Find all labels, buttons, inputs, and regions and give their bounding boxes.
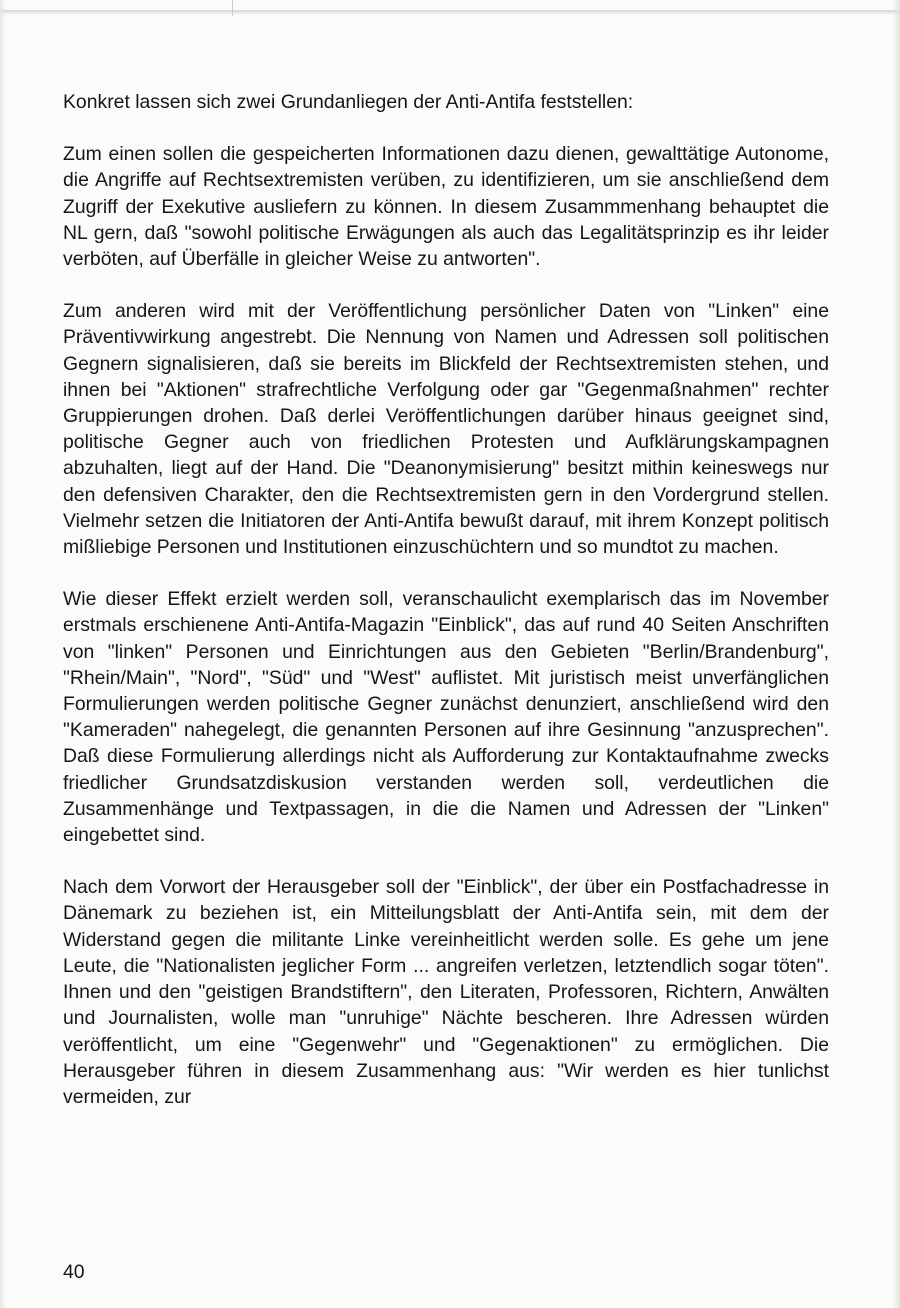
paragraph-3: Wie dieser Effekt erzielt werden soll, veranschaulicht exemplarisch das im November erstmals erschienene Anti-Antifa-Magazin "Einblick", das auf rund 40 Seiten Anschriften von "linken" Personen und Einrichtungen aus den Gebieten "Berlin/Brandenburg", "Rhein/Main", "Nord", "Süd" und "West" auflistet. Mit juristisch meist unverfänglichen Formulierungen werden politische Gegner zunächst denunziert, anschließend wird den "Kameraden" nahegelegt, die genannten Personen auf ihre Gesinnung "anzusprechen". Daß diese Formulierung allerdings nicht als Aufforderung zur Kontaktaufnahme zwecks friedlicher Grundsatzdiskusion verstanden werden soll, verdeutlichen die Zusammenhänge und Textpassagen, in die die Namen und Adressen der "Linken" eingebettet sind. <box>63 588 829 847</box>
scan-top-edge <box>0 10 900 15</box>
scan-right-edge <box>892 0 900 1308</box>
scan-left-edge <box>0 0 6 1308</box>
body-text <box>63 89 829 1136</box>
paragraph-4: Nach dem Vorwort der Herausgeber soll der "Einblick", der über ein Postfachadresse in Dänemark zu beziehen ist, ein Mitteilungsblatt der Anti-Antifa sein, mit dem der Widerstand gegen die militante Linke vereinheitlicht werden solle. Es gehe um jene Leute, die "Nationalisten jeglicher Form ... angreifen verletzen, letztendlich sogar töten". Ihnen und den "geistigen Brandstiftern", den Literaten, Professoren, Richtern, Anwälten und Journalisten, wolle man "unruhige" Nächte bescheren. Ihre Adressen würden veröffentlicht, um eine "Gegenwehr" und "Gegenaktionen" zu ermöglichen. Die Herausgeber führen in diesem Zusammenhang aus: "Wir werden es hier tunlichst vermeiden, zur <box>63 876 829 1108</box>
page-number: 40 <box>63 1261 85 1283</box>
paragraph-2: Zum anderen wird mit der Veröffentlichung persönlicher Daten von "Linken" eine Präventivwirkung angestrebt. Die Nennung von Namen und Adressen soll politischen Gegnern signalisieren, daß sie bereits im Blickfeld der Rechtsextremisten stehen, und ihnen bei "Aktionen" strafrechtliche Verfolgung oder gar "Gegenmaßnahmen" rechter Gruppierungen drohen. Daß derlei Veröffentlichungen darüber hinaus geeignet sind, politische Gegner auch von friedlichen Protesten und Aufklärungskampagnen abzuhalten, liegt auf der Hand. Die "Deanonymisierung" besitzt mithin keineswegs nur den defensiven Charakter, den die Rechtsextremisten gern in den Vordergrund stellen. Vielmehr setzen die Initiatoren der Anti-Antifa bewußt darauf, mit ihrem Konzept politisch mißliebige Personen und Institutionen einzuschüchtern und so mundtot zu machen. <box>63 300 829 559</box>
paragraph-1: Zum einen sollen die gespeicherten Informationen dazu dienen, gewalttätige Autonome, die Angriffe auf Rechtsextremisten verüben, zu identifizieren, um sie anschließend dem Zugriff der Exekutive ausliefern zu können. In diesem Zusammmenhang behauptet die NL gern, daß "sowohl politische Erwägungen als auch das Legalitätsprinzip es ihr leider verböten, auf Überfälle in gleicher Weise zu antworten". <box>63 143 829 271</box>
intro-paragraph: Konkret lassen sich zwei Grundanliegen der Anti-Antifa feststellen: <box>63 91 634 113</box>
fold-mark <box>232 0 233 16</box>
